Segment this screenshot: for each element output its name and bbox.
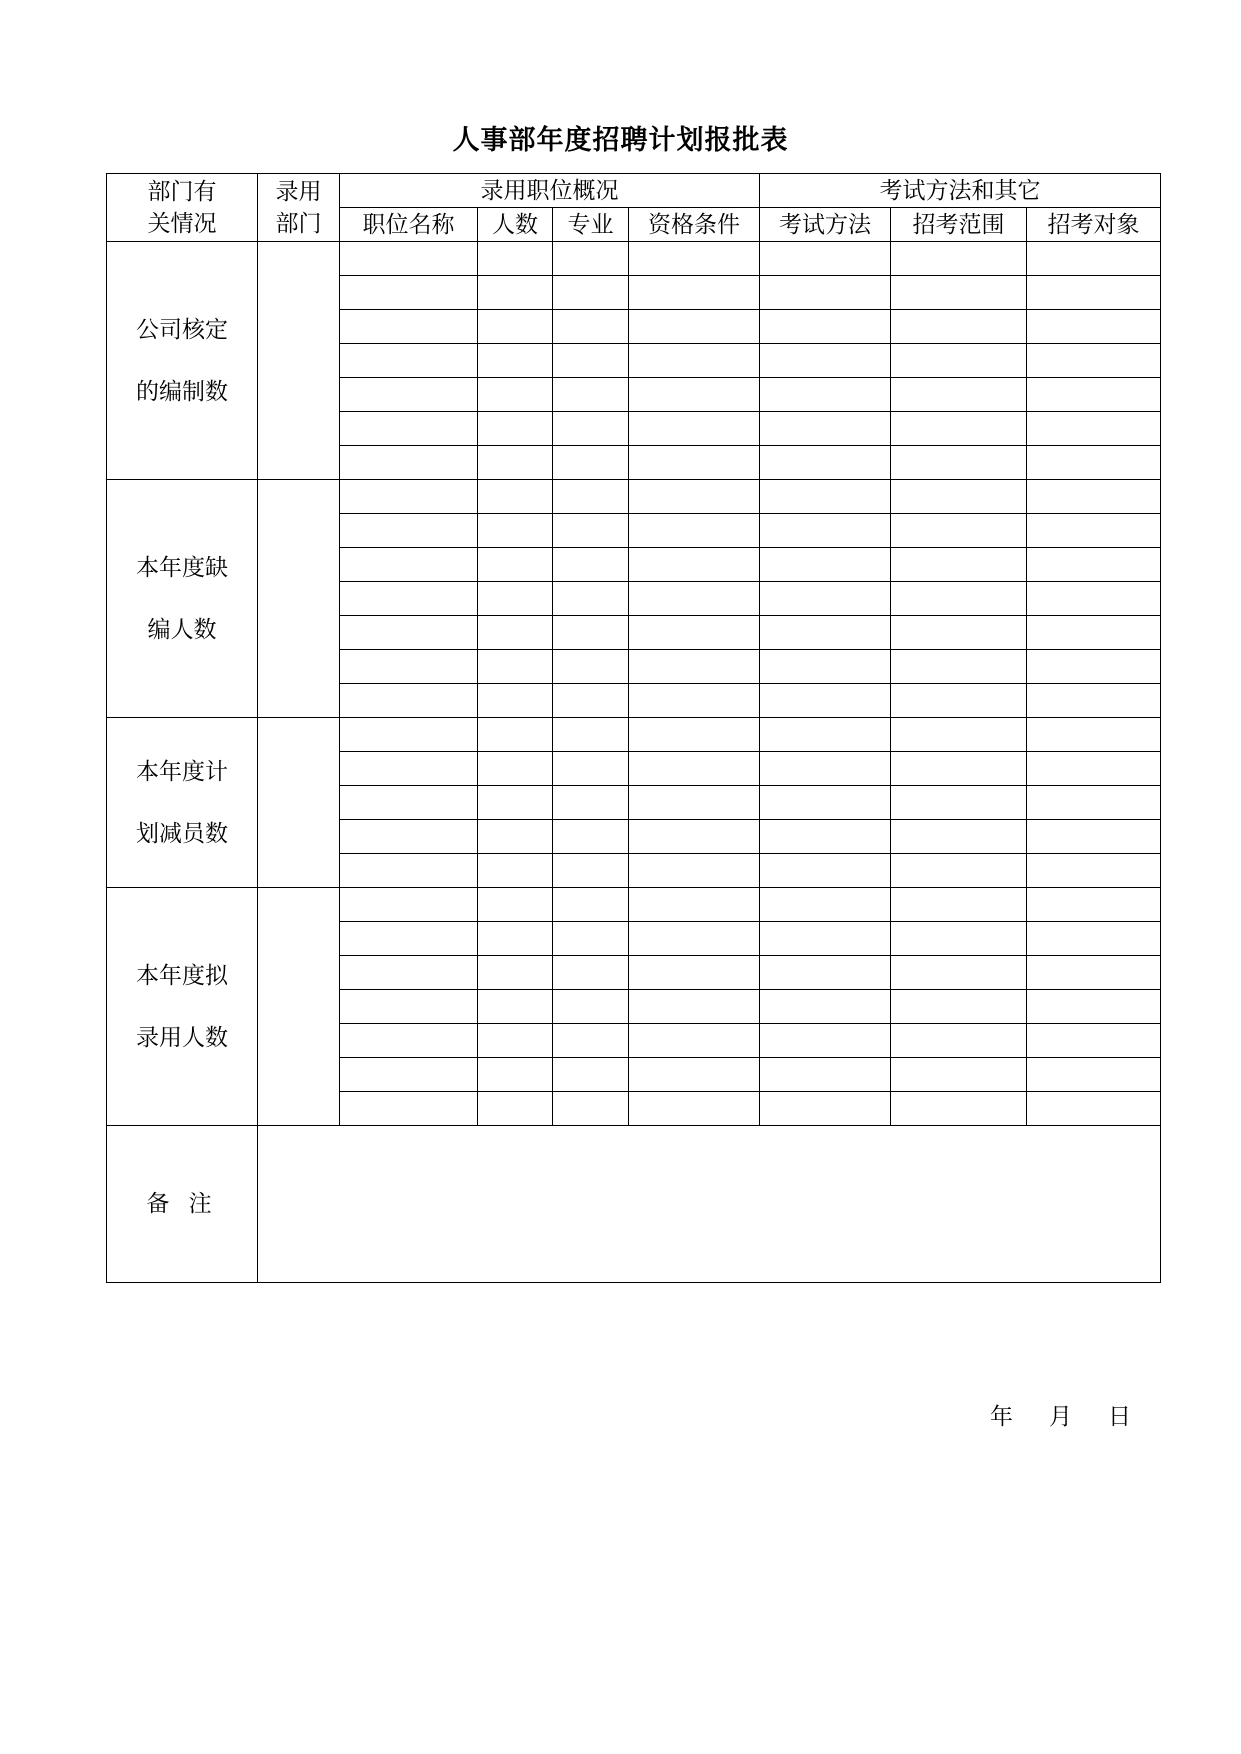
table-cell[interactable] xyxy=(629,480,760,514)
table-cell[interactable] xyxy=(478,820,553,854)
table-cell[interactable] xyxy=(340,752,478,786)
table-cell[interactable] xyxy=(760,446,891,480)
table-cell[interactable] xyxy=(1027,650,1161,684)
table-cell[interactable] xyxy=(1027,786,1161,820)
header-hire-dept-line1: 录用 xyxy=(275,178,322,205)
table-cell[interactable] xyxy=(340,1092,478,1126)
table-cell[interactable] xyxy=(340,310,478,344)
table-cell[interactable] xyxy=(478,1092,553,1126)
table-cell[interactable] xyxy=(553,956,629,990)
header-hire-dept xyxy=(258,174,340,242)
table-cell[interactable] xyxy=(478,378,553,412)
table-cell[interactable] xyxy=(629,922,760,956)
table-cell[interactable] xyxy=(891,548,1027,582)
table-cell[interactable] xyxy=(629,854,760,888)
table-cell[interactable] xyxy=(760,514,891,548)
table-cell[interactable] xyxy=(1027,344,1161,378)
table-cell[interactable] xyxy=(1027,616,1161,650)
table-cell[interactable] xyxy=(553,446,629,480)
table-cell[interactable] xyxy=(478,786,553,820)
col-header-recruit-scope: 招考范围 xyxy=(891,208,1027,242)
table-cell[interactable] xyxy=(629,1058,760,1092)
table-cell[interactable] xyxy=(891,446,1027,480)
col-header-major: 专业 xyxy=(553,208,629,242)
table-cell[interactable] xyxy=(891,344,1027,378)
table-cell[interactable] xyxy=(553,718,629,752)
table-cell[interactable] xyxy=(553,888,629,922)
table-cell[interactable] xyxy=(891,412,1027,446)
table-cell[interactable] xyxy=(1027,888,1161,922)
table-cell[interactable] xyxy=(478,650,553,684)
hire-dept-cell[interactable] xyxy=(258,480,340,718)
table-cell[interactable] xyxy=(553,378,629,412)
table-cell[interactable] xyxy=(340,888,478,922)
table-cell[interactable] xyxy=(478,718,553,752)
table-cell[interactable] xyxy=(629,718,760,752)
row-group-label xyxy=(107,480,258,718)
table-cell[interactable] xyxy=(891,990,1027,1024)
table-cell[interactable] xyxy=(760,922,891,956)
table-cell[interactable] xyxy=(1027,718,1161,752)
hire-dept-cell[interactable] xyxy=(258,888,340,1126)
table-cell[interactable] xyxy=(340,820,478,854)
remark-field[interactable] xyxy=(258,1126,1161,1283)
date-month: 月 xyxy=(1049,1404,1072,1430)
table-cell[interactable] xyxy=(340,276,478,310)
row-group-label xyxy=(107,718,258,888)
table-cell[interactable] xyxy=(1027,514,1161,548)
table-cell[interactable] xyxy=(553,1092,629,1126)
table-cell[interactable] xyxy=(1027,956,1161,990)
table-cell[interactable] xyxy=(629,1024,760,1058)
table-cell[interactable] xyxy=(553,344,629,378)
row-group-label-line1: 本年度缺 xyxy=(136,554,228,581)
table-cell[interactable] xyxy=(760,616,891,650)
table-cell[interactable] xyxy=(760,684,891,718)
table-cell[interactable] xyxy=(629,1092,760,1126)
table-cell[interactable] xyxy=(760,786,891,820)
hire-dept-cell[interactable] xyxy=(258,242,340,480)
table-cell[interactable] xyxy=(478,548,553,582)
table-cell[interactable] xyxy=(891,616,1027,650)
table-cell[interactable] xyxy=(1027,378,1161,412)
table-cell[interactable] xyxy=(760,344,891,378)
table-cell[interactable] xyxy=(760,242,891,276)
table-cell[interactable] xyxy=(891,684,1027,718)
table-cell[interactable] xyxy=(1027,684,1161,718)
table-cell[interactable] xyxy=(760,276,891,310)
table-cell[interactable] xyxy=(891,888,1027,922)
table-cell[interactable] xyxy=(891,480,1027,514)
table-cell[interactable] xyxy=(478,854,553,888)
table-cell[interactable] xyxy=(478,990,553,1024)
table-cell[interactable] xyxy=(1027,752,1161,786)
table-cell[interactable] xyxy=(478,310,553,344)
table-cell[interactable] xyxy=(629,412,760,446)
table-cell[interactable] xyxy=(340,378,478,412)
row-group-label-line1: 本年度计 xyxy=(136,758,228,785)
table-cell[interactable] xyxy=(553,548,629,582)
header-position-overview: 录用职位概况 xyxy=(340,174,760,208)
table-cell[interactable] xyxy=(340,616,478,650)
table-cell[interactable] xyxy=(629,548,760,582)
table-cell[interactable] xyxy=(891,752,1027,786)
table-cell[interactable] xyxy=(891,310,1027,344)
table-cell[interactable] xyxy=(340,990,478,1024)
table-cell[interactable] xyxy=(891,650,1027,684)
table-cell[interactable] xyxy=(629,786,760,820)
date-day: 日 xyxy=(1108,1404,1131,1430)
date-year: 年 xyxy=(990,1404,1013,1430)
row-group-label-line2: 划减员数 xyxy=(136,820,228,847)
table-cell[interactable] xyxy=(891,378,1027,412)
table-cell[interactable] xyxy=(553,582,629,616)
table-cell[interactable] xyxy=(1027,1058,1161,1092)
table-cell[interactable] xyxy=(340,480,478,514)
table-row xyxy=(107,480,1161,514)
table-cell[interactable] xyxy=(340,922,478,956)
table-cell[interactable] xyxy=(629,616,760,650)
table-cell[interactable] xyxy=(553,786,629,820)
table-cell[interactable] xyxy=(760,888,891,922)
table-cell[interactable] xyxy=(629,956,760,990)
table-cell[interactable] xyxy=(1027,854,1161,888)
table-cell[interactable] xyxy=(760,990,891,1024)
table-cell[interactable] xyxy=(553,684,629,718)
table-cell[interactable] xyxy=(760,480,891,514)
table-cell[interactable] xyxy=(340,446,478,480)
table-cell[interactable] xyxy=(478,480,553,514)
table-cell[interactable] xyxy=(1027,922,1161,956)
table-cell[interactable] xyxy=(629,990,760,1024)
table-cell[interactable] xyxy=(891,242,1027,276)
table-cell[interactable] xyxy=(340,514,478,548)
table-cell[interactable] xyxy=(478,514,553,548)
table-cell[interactable] xyxy=(553,242,629,276)
table-cell[interactable] xyxy=(891,276,1027,310)
table-cell[interactable] xyxy=(629,344,760,378)
table-cell[interactable] xyxy=(629,310,760,344)
table-cell[interactable] xyxy=(891,1024,1027,1058)
table-cell[interactable] xyxy=(478,956,553,990)
remark-row xyxy=(107,1126,1161,1283)
table-cell[interactable] xyxy=(553,1024,629,1058)
table-cell[interactable] xyxy=(553,1058,629,1092)
hire-dept-cell[interactable] xyxy=(258,718,340,888)
table-cell[interactable] xyxy=(629,446,760,480)
table-cell[interactable] xyxy=(891,1058,1027,1092)
table-cell[interactable] xyxy=(1027,1024,1161,1058)
table-cell[interactable] xyxy=(1027,480,1161,514)
table-cell[interactable] xyxy=(340,854,478,888)
table-cell[interactable] xyxy=(760,820,891,854)
table-cell[interactable] xyxy=(629,820,760,854)
table-cell[interactable] xyxy=(553,310,629,344)
table-cell[interactable] xyxy=(1027,548,1161,582)
table-row xyxy=(107,888,1161,922)
table-cell[interactable] xyxy=(891,854,1027,888)
table-cell[interactable] xyxy=(891,956,1027,990)
row-group-label-line2: 录用人数 xyxy=(136,1024,228,1051)
table-cell[interactable] xyxy=(760,718,891,752)
table-cell[interactable] xyxy=(553,276,629,310)
table-cell[interactable] xyxy=(478,616,553,650)
header-exam-and-other: 考试方法和其它 xyxy=(760,174,1161,208)
table-cell[interactable] xyxy=(760,378,891,412)
table-cell[interactable] xyxy=(340,548,478,582)
table-cell[interactable] xyxy=(891,514,1027,548)
table-cell[interactable] xyxy=(340,1024,478,1058)
table-cell[interactable] xyxy=(478,582,553,616)
table-cell[interactable] xyxy=(553,854,629,888)
table-cell[interactable] xyxy=(340,786,478,820)
table-cell[interactable] xyxy=(891,718,1027,752)
table-cell[interactable] xyxy=(478,684,553,718)
table-cell[interactable] xyxy=(478,922,553,956)
table-cell[interactable] xyxy=(891,820,1027,854)
table-cell[interactable] xyxy=(1027,310,1161,344)
table-cell[interactable] xyxy=(1027,990,1161,1024)
table-cell[interactable] xyxy=(629,378,760,412)
table-cell[interactable] xyxy=(629,752,760,786)
table-cell[interactable] xyxy=(629,888,760,922)
header-hire-dept-line2: 部门 xyxy=(275,210,322,237)
table-cell[interactable] xyxy=(629,276,760,310)
table-cell[interactable] xyxy=(478,344,553,378)
col-header-headcount: 人数 xyxy=(478,208,553,242)
col-header-recruit-target: 招考对象 xyxy=(1027,208,1161,242)
table-cell[interactable] xyxy=(553,480,629,514)
table-cell[interactable] xyxy=(760,752,891,786)
table-cell[interactable] xyxy=(553,752,629,786)
table-cell[interactable] xyxy=(340,344,478,378)
col-header-exam-method: 考试方法 xyxy=(760,208,891,242)
header-dept-info-line2: 关情况 xyxy=(147,210,217,237)
table-cell[interactable] xyxy=(478,446,553,480)
table-cell[interactable] xyxy=(629,582,760,616)
table-cell[interactable] xyxy=(1027,276,1161,310)
table-cell[interactable] xyxy=(340,718,478,752)
table-cell[interactable] xyxy=(629,514,760,548)
row-group-label-line2: 编人数 xyxy=(147,616,217,643)
table-cell[interactable] xyxy=(891,582,1027,616)
table-cell[interactable] xyxy=(760,582,891,616)
table-cell[interactable] xyxy=(1027,242,1161,276)
table-cell[interactable] xyxy=(629,650,760,684)
row-group-label-line1: 本年度拟 xyxy=(136,962,228,989)
table-cell[interactable] xyxy=(891,922,1027,956)
table-cell[interactable] xyxy=(760,956,891,990)
table-cell[interactable] xyxy=(760,1058,891,1092)
table-cell[interactable] xyxy=(1027,446,1161,480)
table-cell[interactable] xyxy=(340,242,478,276)
document-title: 人事部年度招聘计划报批表 xyxy=(452,125,789,156)
table-cell[interactable] xyxy=(760,854,891,888)
row-group-label xyxy=(107,242,258,480)
table-cell[interactable] xyxy=(340,1058,478,1092)
table-cell[interactable] xyxy=(478,1058,553,1092)
table-cell[interactable] xyxy=(478,1024,553,1058)
table-cell[interactable] xyxy=(478,276,553,310)
table-cell[interactable] xyxy=(478,752,553,786)
table-cell[interactable] xyxy=(553,990,629,1024)
table-cell[interactable] xyxy=(891,786,1027,820)
header-dept-info xyxy=(107,174,258,242)
table-cell[interactable] xyxy=(629,684,760,718)
table-cell[interactable] xyxy=(1027,582,1161,616)
table-cell[interactable] xyxy=(1027,1092,1161,1126)
table-cell[interactable] xyxy=(553,820,629,854)
col-header-qualification: 资格条件 xyxy=(629,208,760,242)
table-cell[interactable] xyxy=(553,412,629,446)
table-cell[interactable] xyxy=(760,310,891,344)
table-cell[interactable] xyxy=(1027,820,1161,854)
table-cell[interactable] xyxy=(478,888,553,922)
table-cell[interactable] xyxy=(1027,412,1161,446)
table-cell[interactable] xyxy=(553,514,629,548)
remark-label: 备 注 xyxy=(107,1126,258,1283)
table-cell[interactable] xyxy=(478,412,553,446)
table-cell[interactable] xyxy=(760,1024,891,1058)
table-cell[interactable] xyxy=(478,242,553,276)
date-line xyxy=(990,1398,1167,1431)
table-cell[interactable] xyxy=(340,684,478,718)
table-cell[interactable] xyxy=(340,582,478,616)
table-cell[interactable] xyxy=(760,1092,891,1126)
table-cell[interactable] xyxy=(340,412,478,446)
recruitment-plan-table xyxy=(106,173,1161,1283)
table-cell[interactable] xyxy=(553,650,629,684)
table-cell[interactable] xyxy=(340,650,478,684)
header-dept-info-line1: 部门有 xyxy=(147,178,217,205)
col-header-position-name: 职位名称 xyxy=(340,208,478,242)
table-row xyxy=(107,242,1161,276)
table-cell[interactable] xyxy=(760,650,891,684)
table-cell[interactable] xyxy=(760,548,891,582)
table-row xyxy=(107,718,1161,752)
table-cell[interactable] xyxy=(891,1092,1027,1126)
table-cell[interactable] xyxy=(629,242,760,276)
row-group-label-line1: 公司核定 xyxy=(136,316,228,343)
table-cell[interactable] xyxy=(760,412,891,446)
row-group-label xyxy=(107,888,258,1126)
table-cell[interactable] xyxy=(553,616,629,650)
table-cell[interactable] xyxy=(553,922,629,956)
table-cell[interactable] xyxy=(340,956,478,990)
row-group-label-line2: 的编制数 xyxy=(136,378,228,405)
